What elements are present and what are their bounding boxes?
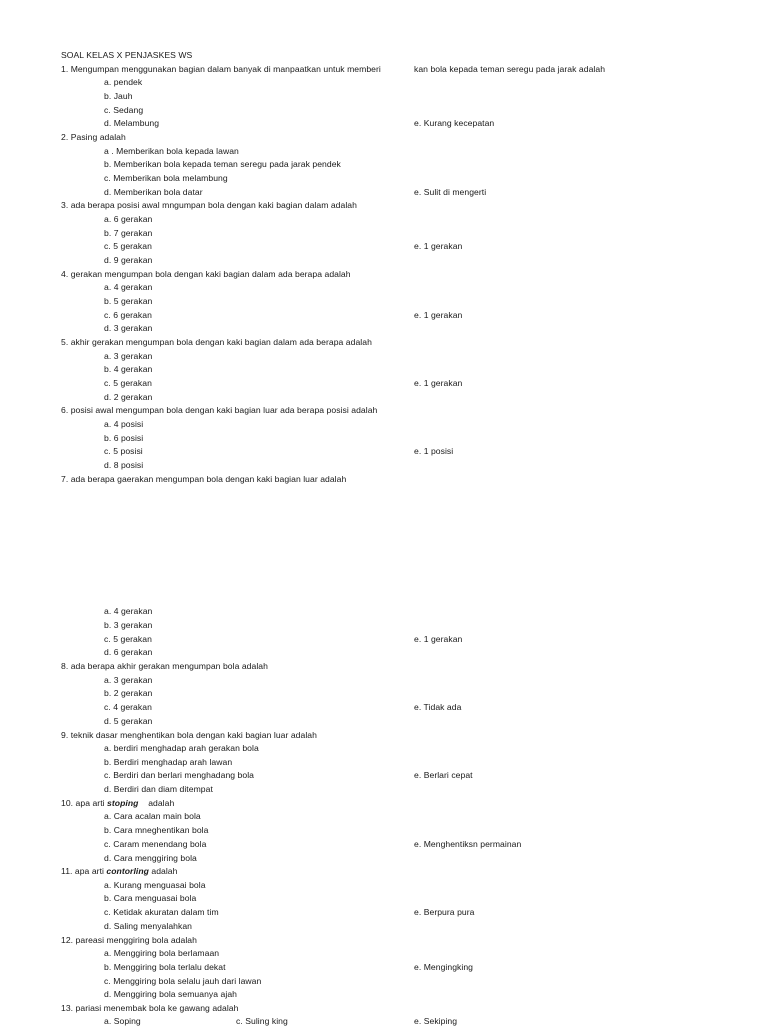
question-12: 12. pareasi menggiring bola adalah [61,935,197,945]
q9-option-d: d. Berdiri dan diam ditempat [104,784,213,794]
q4-option-b: b. 5 gerakan [104,296,153,306]
q11-option-a: a. Kurang menguasai bola [104,880,206,890]
question-2: 2. Pasing adalah [61,132,126,142]
question-5: 5. akhir gerakan mengumpan bola dengan kaki bagian dalam ada berapa adalah [61,337,372,347]
question-8: 8. ada berapa akhir gerakan mengumpan bola adalah [61,661,268,671]
question-9: 9. teknik dasar menghentikan bola dengan kaki bagian luar adalah [61,730,317,740]
q12-option-a: a. Menggiring bola berlamaan [104,948,220,958]
q8-option-a: a. 3 gerakan [104,675,153,685]
q10-term: stoping [107,798,139,808]
q9-option-c: c. Berdiri dan berlari menghadang bola [104,770,254,780]
q11-term: contorling [106,866,149,876]
q3-option-a: a. 6 gerakan [104,214,153,224]
q7-option-d: d. 6 gerakan [104,647,153,657]
q13-option-a: a. Soping [104,1016,141,1026]
q9-option-b: b. Berdiri menghadap arah lawan [104,757,233,767]
q7-option-a: a. 4 gerakan [104,606,153,616]
q4-option-d: d. 3 gerakan [104,323,153,333]
question-7: 7. ada berapa gaerakan mengumpan bola dengan kaki bagian luar adalah [61,474,347,484]
q6-option-c: c. 5 posisi [104,446,143,456]
question-13: 13. pariasi menembak bola ke gawang adalah [61,1003,239,1013]
q10-option-e: e. Menghentiksn permainan [414,839,522,849]
q3-option-d: d. 9 gerakan [104,255,153,265]
question-3: 3. ada berapa posisi awal mngumpan bola dengan kaki bagian dalam adalah [61,200,357,210]
q7-option-b: b. 3 gerakan [104,620,153,630]
q11-option-c: c. Ketidak akuratan dalam tim [104,907,219,917]
q10-option-a: a. Cara acalan main bola [104,811,201,821]
q1-option-a: a. pendek [104,77,143,87]
q11-option-b: b. Cara menguasai bola [104,893,197,903]
q1-option-c: c. Sedang [104,105,144,115]
question-6: 6. posisi awal mengumpan bola dengan kaki bagian luar ada berapa posisi adalah [61,405,378,415]
q4-option-c: c. 6 gerakan [104,310,152,320]
q13-option-c: c. Suling king [236,1016,288,1026]
q2-option-d: d. Memberikan bola datar [104,187,203,197]
q8-option-d: d. 5 gerakan [104,716,153,726]
q6-option-b: b. 6 posisi [104,433,144,443]
q4-option-e: e. 1 gerakan [414,310,463,320]
q6-option-d: d. 8 posisi [104,460,144,470]
q5-option-c: c. 5 gerakan [104,378,152,388]
q9-option-e: e. Berlari cepat [414,770,473,780]
q11-option-d: d. Saling menyalahkan [104,921,192,931]
question-1: 1. Mengumpan menggunakan bagian dalam banyak di manpaatkan untuk memberi [61,64,381,74]
q5-option-e: e. 1 gerakan [414,378,463,388]
q12-option-d: d. Menggiring bola semuanya ajah [104,989,237,999]
q8-option-e: e. Tidak ada [414,702,462,712]
q8-option-c: c. 4 gerakan [104,702,152,712]
question-4: 4. gerakan mengumpan bola dengan kaki bagian dalam ada berapa adalah [61,269,351,279]
q12-option-c: c. Menggiring bola selalu jauh dari lawan [104,976,262,986]
q10-option-c: c. Caram menendang bola [104,839,207,849]
q11-suffix: adalah [148,866,178,876]
q10-option-d: d. Cara menggiring bola [104,853,197,863]
q1-option-b: b. Jauh [104,91,133,101]
q7-option-c: c. 5 gerakan [104,634,152,644]
q9-option-a: a. berdiri menghadap arah gerakan bola [104,743,259,753]
q7-option-e: e. 1 gerakan [414,634,463,644]
q4-option-a: a. 4 gerakan [104,282,153,292]
doc-title: SOAL KELAS X PENJASKES WS [61,50,193,60]
q1-option-d: d. Melambung [104,118,160,128]
q2-option-c: c. Memberikan bola melambung [104,173,228,183]
q10-option-b: b. Cara mneghentikan bola [104,825,209,835]
q1-option-e: e. Kurang kecepatan [414,118,495,128]
q6-option-e: e. 1 posisi [414,446,454,456]
q5-option-a: a. 3 gerakan [104,351,153,361]
question-1-continuation: kan bola kepada teman seregu pada jarak adalah [414,64,606,74]
q5-option-d: d. 2 gerakan [104,392,153,402]
question-11 [61,866,177,877]
q12-option-e: e. Mengingking [414,962,473,972]
q5-option-b: b. 4 gerakan [104,364,153,374]
q3-option-b: b. 7 gerakan [104,228,153,238]
q11-option-e: e. Berpura pura [414,907,475,917]
q8-option-b: b. 2 gerakan [104,688,153,698]
q6-option-a: a. 4 posisi [104,419,144,429]
q12-option-b: b. Menggiring bola terlalu dekat [104,962,226,972]
question-10 [61,798,174,809]
q3-option-c: c. 5 gerakan [104,241,152,251]
q2-option-b: b. Memberikan bola kepada teman seregu pada jarak pendek [104,159,341,169]
q11-prefix: 11. apa arti [61,866,107,876]
q2-option-a: a . Memberikan bola kepada lawan [104,146,239,156]
q10-prefix: 10. apa arti [61,798,108,808]
q2-option-e: e. Sulit di mengerti [414,187,487,197]
q10-suffix: adalah [138,798,175,808]
q3-option-e: e. 1 gerakan [414,241,463,251]
q13-option-e: e. Sekiping [414,1016,458,1026]
